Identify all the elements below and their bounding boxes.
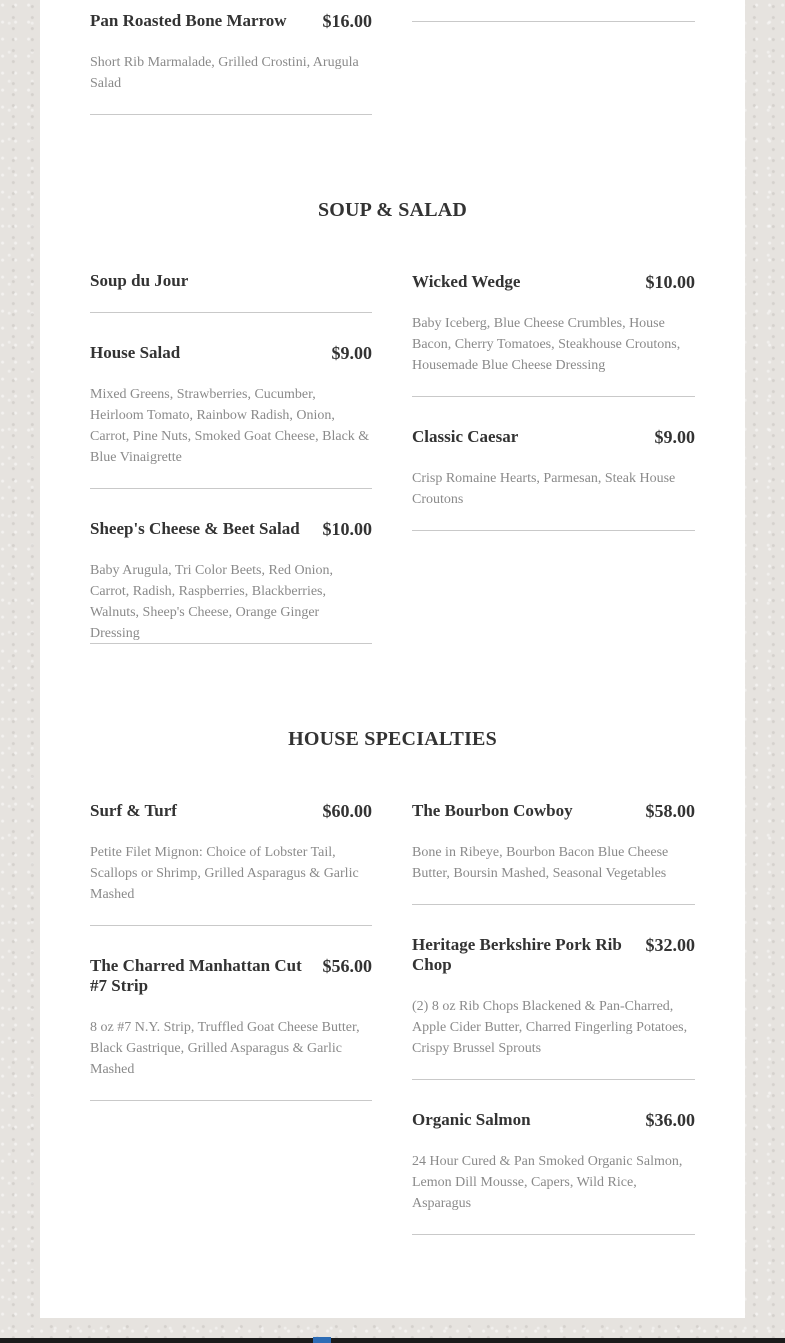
item-name: Organic Salmon bbox=[412, 1110, 531, 1129]
item-description: (2) 8 oz Rib Chops Blackened & Pan-Charred, Apple Cider Butter, Charred Fingerling Potatoes, Crispy Brussel Sprouts bbox=[412, 999, 688, 1056]
item-price: $10.00 bbox=[645, 272, 695, 292]
item-price: $32.00 bbox=[645, 935, 695, 955]
menu-item bbox=[412, 427, 695, 531]
item-name: The Bourbon Cowboy bbox=[412, 801, 573, 820]
menu-item-bone-marrow bbox=[90, 11, 372, 115]
item-name: The Charred Manhattan Cut #7 Strip bbox=[90, 956, 302, 995]
menu-item bbox=[90, 343, 372, 489]
item-price: $9.00 bbox=[654, 427, 695, 447]
item-price: $60.00 bbox=[322, 801, 372, 821]
menu-item bbox=[412, 272, 695, 397]
item-name: Heritage Berkshire Pork Rib Chop bbox=[412, 935, 622, 974]
footer-accent bbox=[313, 1337, 331, 1343]
menu-item bbox=[90, 956, 372, 1101]
item-price: $10.00 bbox=[322, 519, 372, 539]
item-name: Soup du Jour bbox=[90, 271, 189, 290]
item-name: House Salad bbox=[90, 343, 181, 362]
item-price: $56.00 bbox=[322, 956, 372, 976]
menu-item bbox=[90, 271, 372, 313]
menu-item bbox=[90, 519, 372, 644]
item-price: $36.00 bbox=[645, 1110, 695, 1130]
item-description: Baby Arugula, Tri Color Beets, Red Onion, Carrot, Radish, Raspberries, Blackberries, Walnuts, Sheep's Cheese, Orange Ginger Dressing bbox=[90, 563, 334, 641]
item-description: Baby Iceberg, Blue Cheese Crumbles, House Bacon, Cherry Tomatoes, Steakhouse Croutons, Housemade Blue Cheese Dressing bbox=[412, 316, 681, 373]
item-name: Sheep's Cheese & Beet Salad bbox=[90, 519, 300, 538]
item-name: Classic Caesar bbox=[412, 427, 519, 446]
footer-bar bbox=[0, 1338, 785, 1343]
item-description: Crisp Romaine Hearts, Parmesan, Steak House Croutons bbox=[412, 471, 676, 507]
item-description: 8 oz #7 N.Y. Strip, Truffled Goat Cheese Butter, Black Gastrique, Grilled Asparagus & Garlic Mashed bbox=[90, 1020, 360, 1077]
menu-item bbox=[412, 935, 695, 1080]
section-title-soup-salad: SOUP & SALAD bbox=[317, 199, 468, 221]
item-price: $58.00 bbox=[645, 801, 695, 821]
item-description: Short Rib Marmalade, Grilled Crostini, Arugula Salad bbox=[90, 55, 359, 91]
menu-item bbox=[412, 1110, 695, 1235]
item-name: Surf & Turf bbox=[90, 801, 177, 820]
item-name: Wicked Wedge bbox=[412, 272, 521, 291]
item-price: $16.00 bbox=[322, 11, 372, 31]
item-price: $9.00 bbox=[331, 343, 372, 363]
section-title-house-specialties: HOUSE SPECIALTIES bbox=[288, 728, 497, 750]
item-description: Bone in Ribeye, Bourbon Bacon Blue Cheese Butter, Boursin Mashed, Seasonal Vegetables bbox=[412, 845, 669, 881]
divider bbox=[412, 21, 695, 22]
item-description: Mixed Greens, Strawberries, Cucumber, Heirloom Tomato, Rainbow Radish, Onion, Carrot, Pine Nuts, Smoked Goat Cheese, Black & Blue Vinaigrette bbox=[90, 387, 370, 465]
item-description: 24 Hour Cured & Pan Smoked Organic Salmon, Lemon Dill Mousse, Capers, Wild Rice, Asparagus bbox=[412, 1154, 683, 1211]
menu-item bbox=[412, 801, 695, 905]
item-description: Petite Filet Mignon: Choice of Lobster Tail, Scallops or Shrimp, Grilled Asparagus & Garlic Mashed bbox=[90, 845, 359, 902]
menu-item bbox=[90, 801, 372, 926]
item-name: Pan Roasted Bone Marrow bbox=[90, 11, 287, 30]
